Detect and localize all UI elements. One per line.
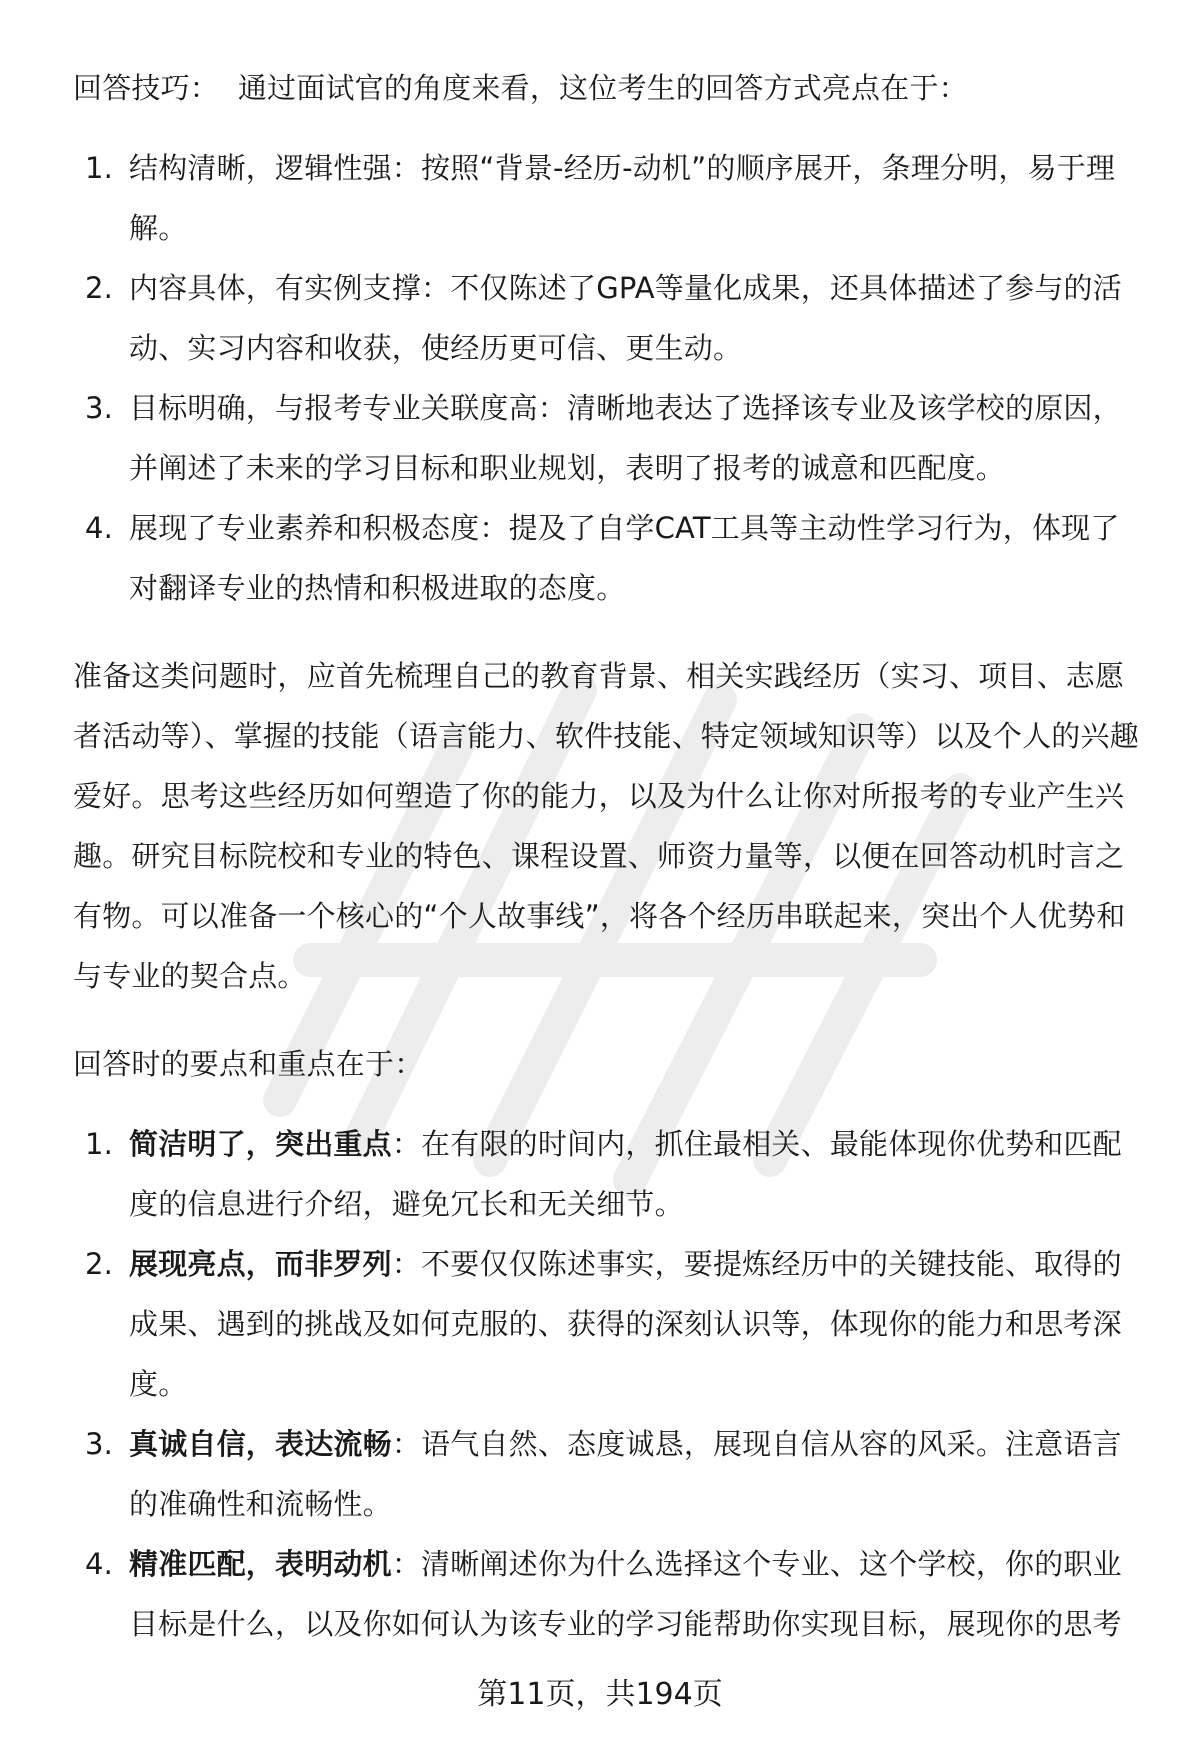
list-number: 3.: [85, 1427, 114, 1461]
list-number: 4.: [85, 511, 114, 545]
list-number: 1.: [85, 1127, 114, 1161]
list-item: [73, 138, 1145, 258]
key-point-title: 真诚自信，表达流畅: [129, 1427, 392, 1461]
key-point-text: ：不要仅仅陈述事实，要提炼经历中的关键技能、取得的成果、遇到的挑战及如何克服的、获得的深刻认识等，体现你的能力和思考深度。: [129, 1247, 1122, 1401]
preparation-paragraph: 准备这类问题时，应首先梳理自己的教育背景、相关实践经历（实习、项目、志愿者活动等）、掌握的技能（语言能力、软件技能、特定领域知识等）以及个人的兴趣爱好。思考这些经历如何塑造了你的能力，以及为什么让你对所报考的专业产生兴趣。研究目标院校和专业的特色、课程设置、师资力量等，以便在回答动机时言之有物。可以准备一个核心的“个人故事线”，将各个经历串联起来，突出个人优势和与专业的契合点。: [73, 659, 1139, 993]
key-point-title: 简洁明了，突出重点: [129, 1127, 392, 1161]
key-point-text: ：清晰阐述你为什么选择这个专业、这个学校，你的职业目标是什么，以及你如何认为该专业的学习能帮助你实现目标，展现你的思考: [129, 1547, 1122, 1641]
page-footer: 第11页，共194页: [477, 1677, 723, 1712]
intro-line: [73, 58, 1145, 118]
list-number: 3.: [85, 391, 114, 425]
list-item: [73, 1534, 1145, 1654]
list-item-text: 展现了专业素养和积极态度：提及了自学CAT工具等主动性学习行为，体现了对翻译专业的热情和积极进取的态度。: [129, 511, 1120, 605]
highlights-list: [73, 138, 1145, 618]
list-item: [73, 1234, 1145, 1414]
document-body: [73, 58, 1145, 1654]
list-item-text: 内容具体，有实例支撑：不仅陈述了GPA等量化成果，还具体描述了参与的活动、实习内容和收获，使经历更可信、更生动。: [129, 271, 1122, 365]
key-points-heading: 回答时的要点和重点在于：: [73, 1047, 424, 1081]
list-item: [73, 378, 1145, 498]
key-point-text: ：语气自然、态度诚恳，展现自信从容的风采。注意语言的准确性和流畅性。: [129, 1427, 1122, 1521]
list-item-text: 目标明确，与报考专业关联度高：清晰地表达了选择该专业及该学校的原因，并阐述了未来的学习目标和职业规划，表明了报考的诚意和匹配度。: [129, 391, 1122, 485]
list-item: [73, 258, 1145, 378]
list-number: 4.: [85, 1547, 114, 1581]
intro-label: 回答技巧：: [73, 71, 220, 105]
list-number: 1.: [85, 151, 114, 185]
key-points-list: [73, 1114, 1145, 1654]
key-point-title: 精准匹配，表明动机: [129, 1547, 392, 1581]
intro-text: 通过面试官的角度来看，这位考生的回答方式亮点在于：: [237, 71, 968, 105]
list-number: 2.: [85, 1247, 114, 1281]
list-item: [73, 1114, 1145, 1234]
list-item-text: 结构清晰，逻辑性强：按照“背景-经历-动机”的顺序展开，条理分明，易于理解。: [129, 151, 1116, 245]
list-item: [73, 498, 1145, 618]
list-number: 2.: [85, 271, 114, 305]
key-point-title: 展现亮点，而非罗列: [129, 1247, 392, 1281]
list-item: [73, 1414, 1145, 1534]
key-point-text: ：在有限的时间内，抓住最相关、最能体现你优势和匹配度的信息进行介绍，避免冗长和无关细节。: [129, 1127, 1122, 1221]
